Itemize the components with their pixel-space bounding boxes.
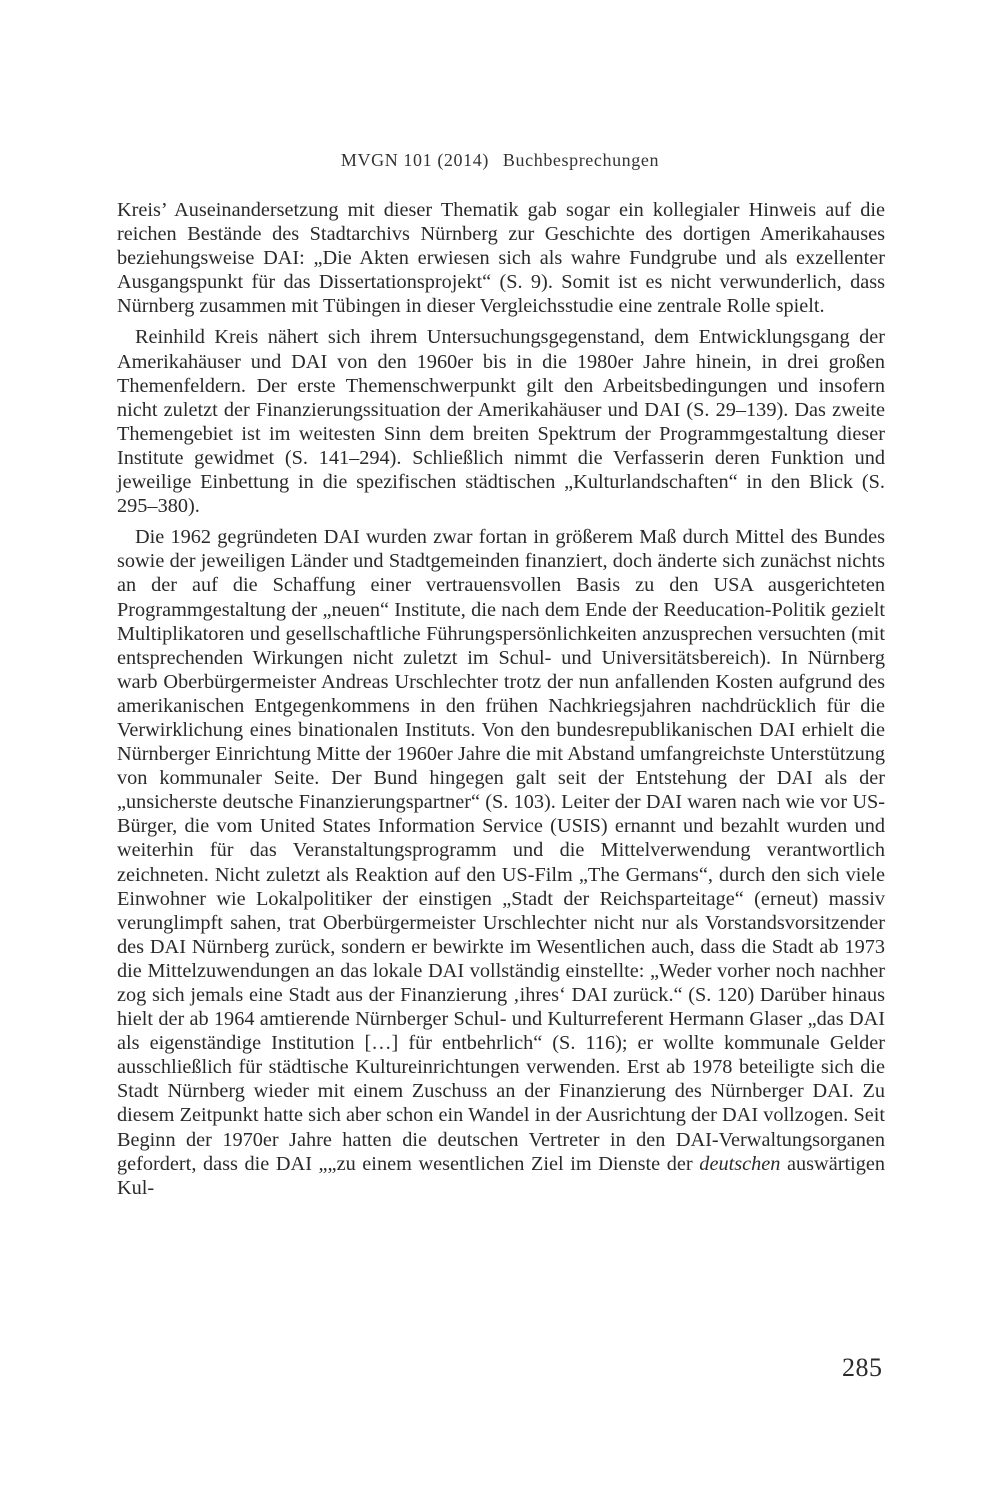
page-number: 285 bbox=[842, 1353, 883, 1382]
paragraph-2: Reinhild Kreis nähert sich ihrem Untersuchungsgegenstand, dem Entwicklungsgang der Amerikahäuser und DAI von den 1960er bis in die 1980er Jahre hinein, in drei großen Themenfeldern. Der erste Themenschwerpunkt gilt den Arbeitsbedingungen und insofern nicht zuletzt der Finanzierungssituation der Amerikahäuser und DAI (S. 29–139). Das zweite Themengebiet ist im weitesten Sinn dem breiten Spektrum der Programmgestaltung dieser Institute gewidmet (S. 141–294). Schließlich nimmt die Verfasserin deren Funktion und jeweilige Einbettung in die spezifischen städtischen „Kulturlandschaften“ in den Blick (S. 295–380). bbox=[117, 326, 885, 518]
paragraph-3-tail: auswärtigen Kul- bbox=[117, 1152, 886, 1199]
body-text bbox=[117, 198, 885, 1200]
section-title: Buchbesprechungen bbox=[502, 150, 660, 170]
paragraph-1: Kreis’ Auseinandersetzung mit dieser Thematik gab sogar ein kollegialer Hinweis auf die reichen Bestände des Stadtarchivs Nürnberg zur Geschichte des dortigen Amerikahauses beziehungsweise DAI: „Die Akten erwiesen sich als wahre Fundgrube und als exzellenter Ausgangspunkt für das Dissertationsprojekt“ (S. 9). Somit ist es nicht verwunderlich, dass Nürnberg zusammen mit Tübingen in dieser Vergleichsstudie eine zentrale Rolle spielt. bbox=[117, 199, 885, 318]
italic-emphasis: deutschen bbox=[699, 1152, 781, 1175]
paragraph-3 bbox=[117, 525, 885, 1200]
journal-citation: MVGN 101 (2014) bbox=[340, 150, 489, 170]
paragraph-3-text: Die 1962 gegründeten DAI wurden zwar fortan in größerem Maß durch Mittel des Bundes sowie der jeweiligen Länder und Stadtgemeinden finanziert, doch änderte sich zunächst nichts an der auf die Schaffung einer vertrauensvollen Basis zu den USA ausgerichteten Programmgestaltung der „neuen“ Institute, die nach dem Ende der Reeducation-Politik gezielt Multiplikatoren und gesellschaftliche Führungspersönlichkeiten anzusprechen versuchten (mit entsprechenden Wirkungen nicht zuletzt im Schul- und Universitätsbereich). In Nürnberg warb Oberbürgermeister Andreas Urschlechter trotz der nun anfallenden Kosten aufgrund des amerikanischen Entgegenkommens in den frühen Nachkriegsjahren nachdrücklich für die Verwirklichung eines binationalen Instituts. Von den bundesrepublikanischen DAI erhielt die Nürnberger Einrichtung Mitte der 1960er Jahre die mit Abstand umfangreichste Unterstützung von kommunaler Seite. Der Bund hingegen galt seit der Entstehung der DAI als der „unsicherste deutsche Finanzierungspartner“ (S. 103). Leiter der DAI waren nach wie vor US-Bürger, die vom United States Information Service (USIS) ernannt und bezahlt wurden und weiterhin für das Veranstaltungsprogramm und die Mittelverwendung verantwortlich zeichneten. Nicht zuletzt als Reaktion auf den US-Film „The Germans“, durch den sich viele Einwohner wie Lokalpolitiker der einstigen „Stadt der Reichsparteitage“ (erneut) massiv verunglimpft sahen, trat Oberbürgermeister Urschlechter nicht nur als Vorstandsvorsitzender des DAI Nürnberg zurück, sondern er bewirkte im Wesentlichen auch, dass die Stadt ab 1973 die Mittelzuwendungen an das lokale DAI vollständig einstellte: „Weder vorher noch nachher zog sich jemals eine Stadt aus der Finanzierung ‚ihres‘ DAI zurück.“ (S. 120) Darüber hinaus hielt der ab 1964 amtierende Nürnberger Schul- und Kulturreferent Hermann Glaser „das DAI als eigenständige Institution […] für entbehrlich“ (S. 116); er wollte kommunale Gelder ausschließlich für städtische Kultureinrichtungen verwenden. Erst ab 1978 beteiligte sich die Stadt Nürnberg wieder mit einem Zuschuss an der Finanzierung des Nürnberger DAI. Zu diesem Zeitpunkt hatte sich aber schon ein Wandel in der Ausrichtung der DAI vollzogen. Seit Beginn der 1970er Jahre hatten die deutschen Vertreter in den DAI-Verwaltungsorganen gefordert, dass die DAI „„zu einem wesentlichen Ziel im Dienste der bbox=[117, 526, 885, 1175]
running-head bbox=[0, 150, 1000, 171]
